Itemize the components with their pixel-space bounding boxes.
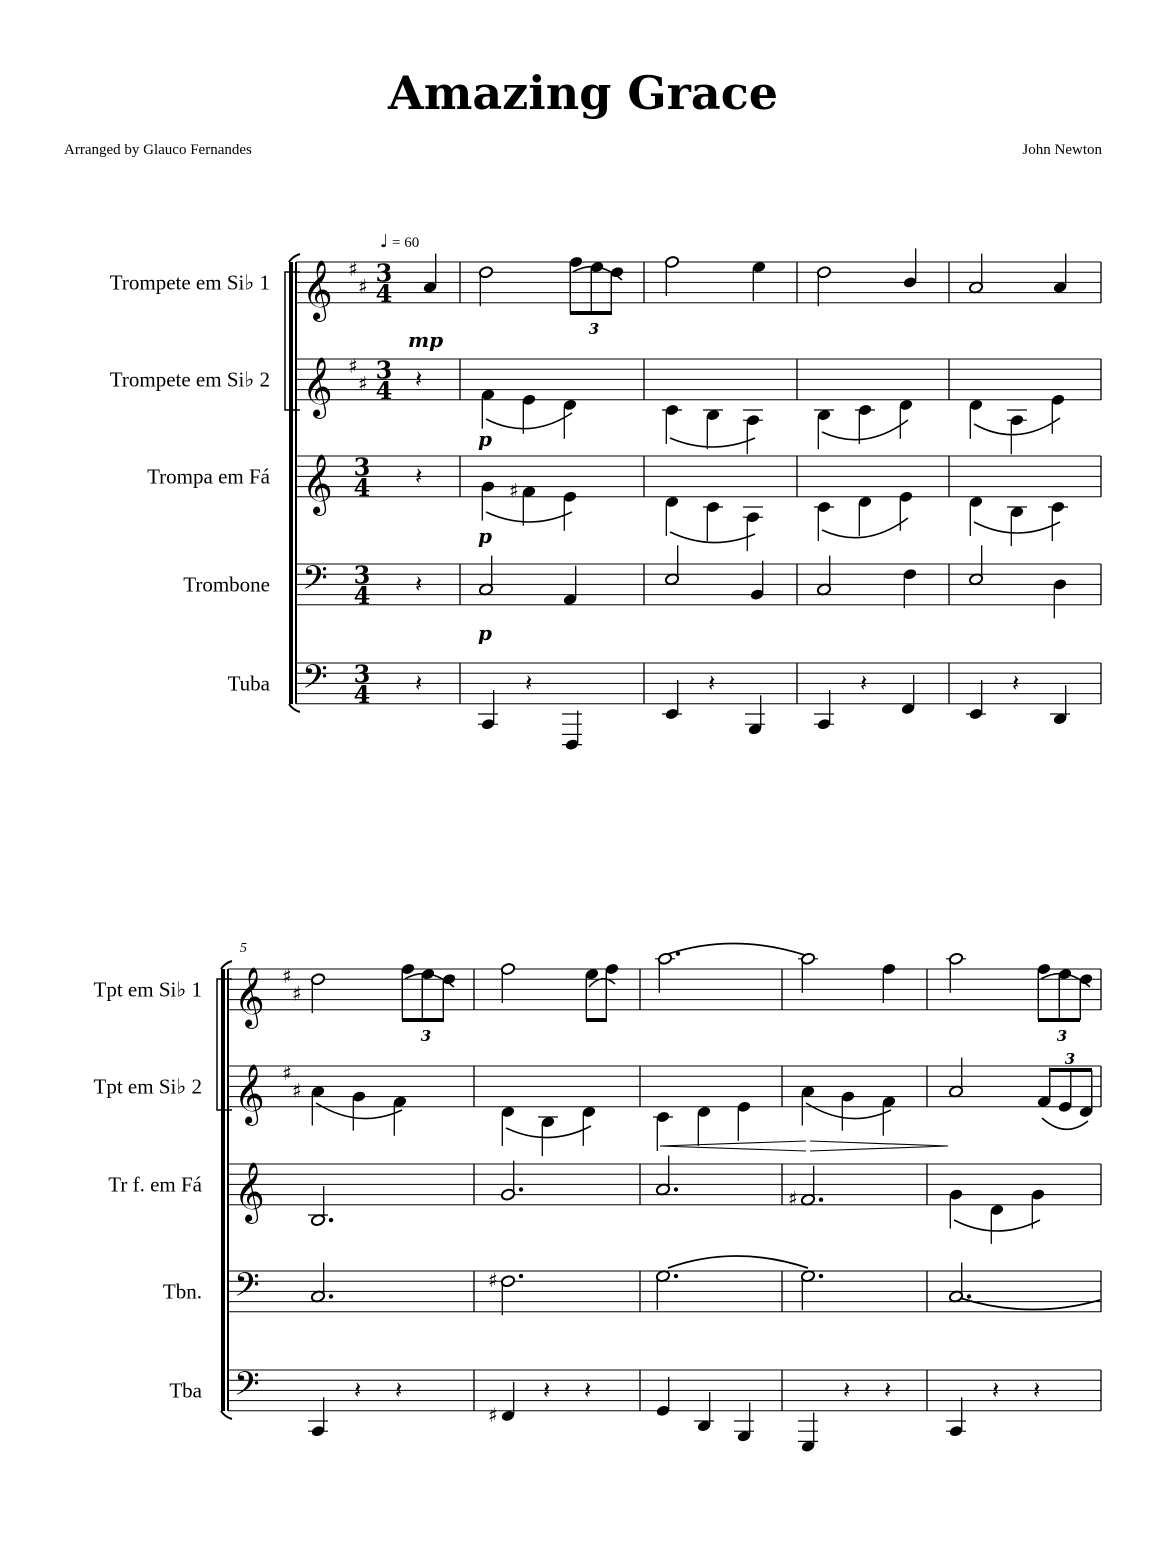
quarter-rest: 𝄽 xyxy=(415,365,423,394)
instrument-label: Tba xyxy=(169,1378,202,1403)
tie xyxy=(668,943,808,956)
slur xyxy=(1042,1118,1088,1129)
treble-clef: 𝄞 xyxy=(234,1161,265,1222)
sharp-accidental: ♯ xyxy=(488,1402,498,1427)
slur xyxy=(486,413,572,429)
slur xyxy=(670,438,755,447)
dynamic-mp: mp xyxy=(408,328,444,352)
sharp-accidental: ♯ xyxy=(788,1186,798,1211)
time-signature-top: 3 xyxy=(353,560,371,590)
slur xyxy=(316,1103,402,1119)
treble-clef: 𝄞 xyxy=(234,1063,265,1124)
key-sharp-f: ♯ xyxy=(348,257,358,282)
bass-clef: 𝄢 xyxy=(234,1365,260,1412)
treble-clef: 𝄞 xyxy=(302,356,333,417)
slur xyxy=(670,532,755,543)
bass-clef: 𝄢 xyxy=(234,1266,260,1313)
instrument-label: Tpt em Si♭ 2 xyxy=(93,1074,202,1099)
slur xyxy=(589,979,615,987)
augmentation-dot xyxy=(819,1274,823,1278)
instrument-label: Trombone xyxy=(183,572,270,597)
quarter-rest: 𝄽 xyxy=(395,1376,403,1405)
sharp-accidental: ♯ xyxy=(509,478,519,503)
slur xyxy=(822,518,908,538)
tuplet-number: 3 xyxy=(1064,1050,1076,1068)
instrument-label: Tr f. em Fá xyxy=(108,1172,202,1197)
measure-number: 5 xyxy=(240,941,247,956)
time-signature-top: 3 xyxy=(375,355,393,385)
key-sharp-f: ♯ xyxy=(282,1061,292,1086)
bracket-tip xyxy=(289,254,300,262)
slur xyxy=(954,1220,1040,1231)
tuplet-number: 3 xyxy=(588,320,600,338)
quarter-rest: 𝄽 xyxy=(1033,1376,1041,1405)
augmentation-dot xyxy=(819,1198,823,1202)
slur xyxy=(486,512,572,522)
quarter-rest: 𝄽 xyxy=(415,462,423,491)
key-sharp-f: ♯ xyxy=(282,964,292,989)
augmentation-dot xyxy=(329,1294,333,1298)
quarter-rest: 𝄽 xyxy=(415,570,423,599)
time-signature-bottom: 4 xyxy=(353,679,371,709)
time-signature-bottom: 4 xyxy=(353,580,371,610)
instrument-label: Trompete em Si♭ 2 xyxy=(109,367,270,392)
composer-credit: John Newton xyxy=(1022,142,1102,158)
bracket-tip xyxy=(289,704,300,712)
bracket-tip xyxy=(221,961,232,969)
sharp-accidental: ♯ xyxy=(488,1268,498,1293)
instrument-label: Tpt em Si♭ 1 xyxy=(93,977,202,1002)
bracket-tip xyxy=(221,1411,232,1419)
quarter-rest: 𝄽 xyxy=(992,1376,1000,1405)
decrescendo-hairpin xyxy=(810,1141,948,1151)
tuplet-number: 3 xyxy=(420,1027,432,1045)
slur xyxy=(974,522,1060,533)
instrument-label: Trompete em Si♭ 1 xyxy=(109,270,270,295)
crescendo-hairpin xyxy=(660,1141,806,1151)
augmentation-dot xyxy=(674,1187,678,1191)
time-signature-top: 3 xyxy=(353,659,371,689)
treble-clef: 𝄞 xyxy=(302,259,333,320)
system-bracket xyxy=(221,969,225,1411)
bass-clef: 𝄢 xyxy=(302,559,328,606)
augmentation-dot xyxy=(519,1187,523,1191)
quarter-rest: 𝄽 xyxy=(843,1376,851,1405)
slur xyxy=(806,1103,891,1119)
time-signature-bottom: 4 xyxy=(375,278,393,308)
system-1 xyxy=(110,231,1101,751)
key-sharp-c: ♯ xyxy=(358,274,368,299)
key-sharp-c: ♯ xyxy=(358,371,368,396)
quarter-rest: 𝄽 xyxy=(415,669,423,698)
system-bracket xyxy=(289,262,293,704)
augmentation-dot xyxy=(329,1218,333,1222)
arranger-credit: Arranged by Glauco Fernandes xyxy=(64,142,252,158)
key-sharp-c: ♯ xyxy=(292,1078,302,1103)
instrument-label: Tbn. xyxy=(162,1279,202,1304)
score-title: Amazing Grace xyxy=(388,66,778,120)
tempo-note: ♩ xyxy=(379,231,389,252)
slur xyxy=(506,1126,591,1138)
key-sharp-c: ♯ xyxy=(292,981,302,1006)
instrument-label: Tuba xyxy=(227,671,270,696)
dynamic-p: p xyxy=(478,621,492,645)
slur xyxy=(822,420,908,440)
time-signature-bottom: 4 xyxy=(353,472,371,502)
tie xyxy=(960,1298,1100,1310)
time-signature-top: 3 xyxy=(353,452,371,482)
augmentation-dot xyxy=(674,1274,678,1278)
key-sharp-f: ♯ xyxy=(348,354,358,379)
quarter-rest: 𝄽 xyxy=(543,1376,551,1405)
time-signature-bottom: 4 xyxy=(375,375,393,405)
dynamic-p: p xyxy=(478,524,492,548)
tie xyxy=(668,1256,808,1268)
dynamic-p: p xyxy=(478,427,492,451)
augmentation-dot xyxy=(519,1274,523,1278)
system-2 xyxy=(94,941,1102,1453)
quarter-rest: 𝄽 xyxy=(708,669,716,698)
treble-clef: 𝄞 xyxy=(302,453,333,514)
quarter-rest: 𝄽 xyxy=(1012,669,1020,698)
quarter-rest: 𝄽 xyxy=(354,1376,362,1405)
bass-clef: 𝄢 xyxy=(302,658,328,705)
tuplet-number: 3 xyxy=(1056,1027,1068,1045)
quarter-rest: 𝄽 xyxy=(884,1376,892,1405)
instrument-label: Trompa em Fá xyxy=(147,464,270,489)
augmentation-dot xyxy=(967,1294,971,1298)
time-signature-top: 3 xyxy=(375,258,393,288)
quarter-rest: 𝄽 xyxy=(860,669,868,698)
tempo-mark: = 60 xyxy=(392,235,420,251)
treble-clef: 𝄞 xyxy=(234,966,265,1027)
quarter-rest: 𝄽 xyxy=(584,1376,592,1405)
quarter-rest: 𝄽 xyxy=(525,669,533,698)
